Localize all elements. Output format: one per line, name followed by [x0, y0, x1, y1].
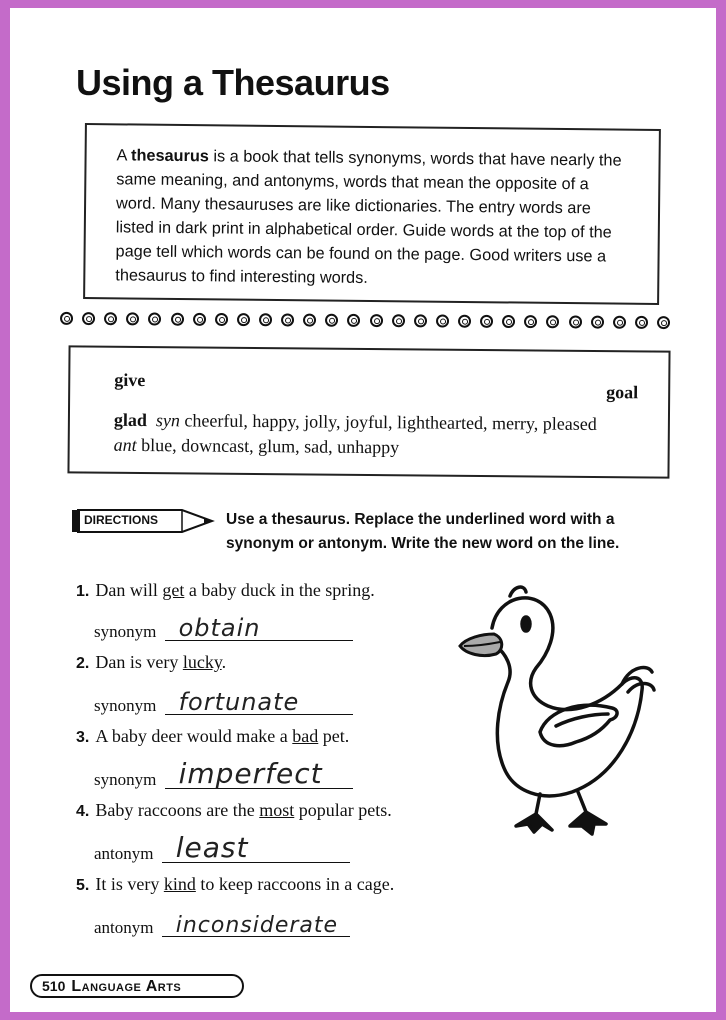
answer-line[interactable] [165, 757, 353, 790]
directions-text: Use a thesaurus. Replace the underlined word with a synonym or antonym. Write the new word on the line. [226, 511, 620, 552]
duck-illustration [452, 580, 664, 852]
definition-box [83, 123, 661, 305]
question-4: 4. Baby raccoons are the most popular pets. [76, 800, 392, 820]
handwritten-answer: obtain [178, 614, 261, 642]
syn-tag: syn [155, 410, 181, 431]
answer-line[interactable] [162, 831, 350, 864]
answer-line[interactable] [162, 910, 350, 937]
answer-row-3 [94, 757, 353, 790]
handwritten-answer: imperfect [178, 757, 323, 790]
question-number: 4. [76, 803, 90, 820]
underlined-word: most [259, 800, 295, 820]
underlined-word: lucky [182, 652, 222, 672]
question-1: 1. Dan will get a baby duck in the spring. [76, 580, 375, 600]
dot-divider [60, 312, 670, 338]
question-number: 3. [76, 729, 90, 746]
question-5: 5. It is very kind to keep raccoons in a cage. [76, 874, 395, 894]
answer-kind: antonym [94, 844, 154, 863]
page-number: 510 [42, 978, 66, 994]
guide-word-left: give [114, 369, 146, 391]
question-number: 5. [76, 877, 90, 894]
entry-word: glad [113, 409, 148, 431]
answer-kind: synonym [94, 770, 157, 789]
underlined-word: kind [163, 874, 196, 894]
underlined-word: bad [292, 726, 319, 746]
entry-synonyms: cheerful, happy, jolly, joyful, lighthearted, merry, pleased [184, 410, 597, 434]
intro-term: thesaurus [130, 146, 210, 166]
answer-kind: synonym [94, 696, 157, 715]
section-name: Language Arts [71, 978, 182, 995]
question-2: 2. Dan is very lucky. [76, 652, 227, 672]
answer-row-4 [94, 831, 350, 864]
intro-lead: A [116, 146, 132, 165]
answer-row-2 [94, 688, 353, 716]
question-number: 2. [76, 655, 90, 672]
intro-text: is a book that tells synonyms, words that have nearly the same meaning, and antonyms, words that mean the opposite of a word. Many thesauruses are like dictionaries. The entry words are listed in dark print in alphabetical order. Guide words at the top of the page tell which words can be found on the page. Good writers use a thesaurus to find interesting words. [115, 147, 622, 287]
handwritten-answer: fortunate [178, 688, 300, 716]
question-number: 1. [76, 583, 90, 600]
directions-label: DIRECTIONS [84, 513, 159, 527]
guide-word-right: goal [606, 382, 639, 403]
entry-antonyms-line [114, 435, 400, 458]
handwritten-answer: least [175, 831, 249, 864]
ant-tag: ant [113, 434, 137, 455]
thesaurus-entry-box [67, 345, 670, 478]
directions-badge [70, 506, 220, 536]
entry-synonyms-line [114, 410, 597, 435]
question-3: 3. A baby deer would make a bad pet. [76, 726, 350, 746]
underlined-word: get [162, 580, 185, 600]
answer-row-1 [94, 614, 353, 642]
answer-kind: synonym [94, 622, 157, 641]
answer-line[interactable] [165, 614, 353, 641]
handwritten-answer: inconsiderate [175, 913, 339, 938]
answer-row-5 [94, 910, 350, 938]
worksheet-page [10, 8, 716, 1012]
answer-kind: antonym [94, 918, 154, 937]
page-footer-badge [30, 974, 244, 998]
entry-antonyms: blue, downcast, glum, sad, unhappy [141, 435, 400, 458]
page-title: Using a Thesaurus [76, 62, 390, 103]
answer-line[interactable] [165, 688, 353, 715]
